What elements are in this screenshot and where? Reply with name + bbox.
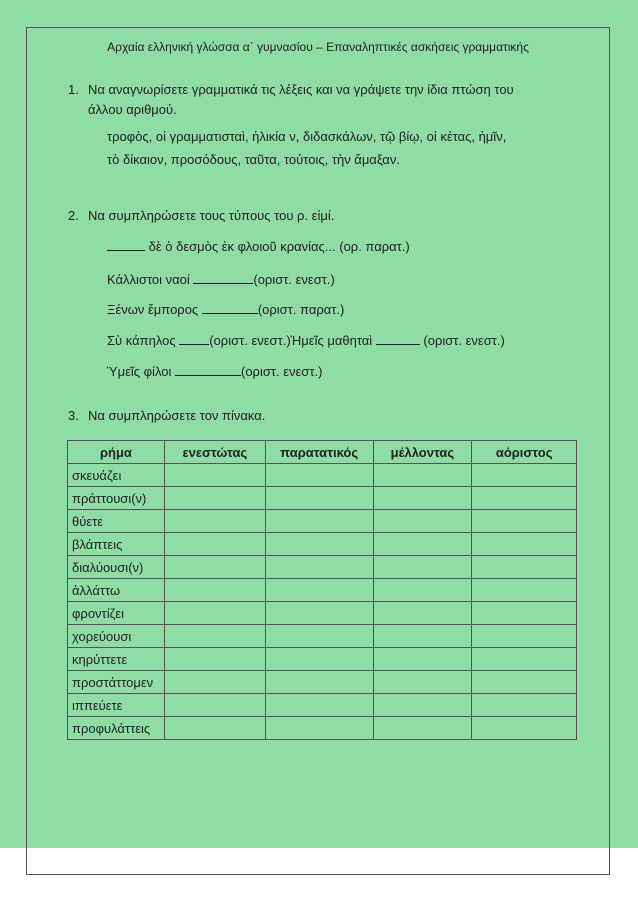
- exercise-number: 3.: [68, 408, 79, 423]
- answer-cell[interactable]: [472, 694, 577, 717]
- answer-cell[interactable]: [164, 533, 265, 556]
- sentence-text: Ξένων ἔμπορος: [107, 302, 202, 317]
- exercise-2-line-2: [107, 271, 335, 287]
- exercise-1: [68, 80, 514, 120]
- answer-cell[interactable]: [472, 579, 577, 602]
- answer-cell[interactable]: [472, 464, 577, 487]
- answer-cell[interactable]: [265, 533, 373, 556]
- answer-cell[interactable]: [164, 717, 265, 740]
- answer-cell[interactable]: [265, 579, 373, 602]
- answer-cell[interactable]: [472, 602, 577, 625]
- sentence-text: Κάλλιστοι ναοί: [107, 272, 194, 287]
- exercise-2: [68, 206, 335, 226]
- exercise-2-instruction: Να συμπληρώσετε τους τύπους του ρ. εἰμί.: [88, 208, 335, 223]
- answer-cell[interactable]: [265, 602, 373, 625]
- answer-cell[interactable]: [373, 602, 472, 625]
- verb-cell: σκευάζει: [68, 464, 165, 487]
- column-header: μέλλοντας: [373, 441, 472, 464]
- answer-cell[interactable]: [373, 579, 472, 602]
- answer-cell[interactable]: [373, 717, 472, 740]
- answer-cell[interactable]: [373, 510, 472, 533]
- sentence-text: δὲ ὁ δεσμὸς ἐκ φλοιοῦ κρανίας... (ορ. παρατ.): [145, 239, 410, 254]
- verb-cell: διαλύουσι(ν): [68, 556, 165, 579]
- verb-cell: ἀλλάττω: [68, 579, 165, 602]
- table-row: [68, 625, 577, 648]
- answer-cell[interactable]: [265, 648, 373, 671]
- answer-cell[interactable]: [265, 671, 373, 694]
- verb-cell: θύετε: [68, 510, 165, 533]
- exercise-number: 2.: [68, 208, 79, 223]
- table-header-row: [68, 441, 577, 464]
- table-row: [68, 602, 577, 625]
- verb-cell: βλάπτεις: [68, 533, 165, 556]
- answer-cell[interactable]: [164, 579, 265, 602]
- answer-blank[interactable]: [376, 332, 420, 345]
- verb-cell: προστάττομεν: [68, 671, 165, 694]
- verb-cell: χορεύουσι: [68, 625, 165, 648]
- sentence-text: (οριστ. ενεστ.)Ἡμεῖς μαθηταὶ: [209, 333, 376, 348]
- table-row: [68, 556, 577, 579]
- column-header: παρατατικός: [265, 441, 373, 464]
- answer-cell[interactable]: [472, 648, 577, 671]
- answer-cell[interactable]: [373, 533, 472, 556]
- exercise-2-line-3: [107, 301, 344, 317]
- answer-blank[interactable]: [202, 301, 258, 314]
- answer-cell[interactable]: [164, 648, 265, 671]
- table-row: [68, 579, 577, 602]
- answer-blank[interactable]: [179, 332, 209, 345]
- verb-cell: προφυλάττεις: [68, 717, 165, 740]
- answer-cell[interactable]: [373, 556, 472, 579]
- answer-cell[interactable]: [373, 648, 472, 671]
- table-row: [68, 487, 577, 510]
- answer-cell[interactable]: [265, 487, 373, 510]
- answer-cell[interactable]: [472, 487, 577, 510]
- answer-cell[interactable]: [373, 694, 472, 717]
- table-row: [68, 717, 577, 740]
- tense-hint: (οριστ. παρατ.): [257, 302, 345, 317]
- answer-cell[interactable]: [164, 602, 265, 625]
- verb-cell: πράττουσι(ν): [68, 487, 165, 510]
- exercise-1-words-line2: τὸ δίκαιον, προσόδους, ταῦτα, τούτοις, τὴν ἄμαξαν.: [107, 152, 400, 167]
- answer-cell[interactable]: [265, 625, 373, 648]
- exercise-1-instruction-line2: άλλου αριθμού.: [88, 102, 177, 117]
- column-header: ρήμα: [68, 441, 165, 464]
- page-header: Αρχαία ελληνική γλώσσα α΄ γυμνασίου – Επαναληπτικές ασκήσεις γραμματικής: [107, 40, 529, 54]
- exercise-number: 1.: [68, 82, 79, 97]
- verb-cell: φροντίζει: [68, 602, 165, 625]
- answer-blank[interactable]: [193, 271, 253, 284]
- answer-cell[interactable]: [265, 694, 373, 717]
- table-row: [68, 671, 577, 694]
- answer-cell[interactable]: [164, 625, 265, 648]
- answer-cell[interactable]: [164, 487, 265, 510]
- table-row: [68, 694, 577, 717]
- answer-cell[interactable]: [472, 625, 577, 648]
- answer-cell[interactable]: [472, 533, 577, 556]
- answer-cell[interactable]: [164, 464, 265, 487]
- column-header: ενεστώτας: [164, 441, 265, 464]
- answer-cell[interactable]: [373, 464, 472, 487]
- answer-cell[interactable]: [265, 464, 373, 487]
- answer-cell[interactable]: [265, 510, 373, 533]
- answer-cell[interactable]: [265, 717, 373, 740]
- exercise-1-instruction-line1: Να αναγνωρίσετε γραμματικά τις λέξεις και να γράψετε την ίδια πτώση του: [88, 82, 514, 97]
- answer-cell[interactable]: [472, 671, 577, 694]
- exercise-3-instruction: Να συμπληρώσετε τον πίνακα.: [88, 408, 266, 423]
- exercise-2-line-4: [107, 332, 505, 348]
- sentence-text: Σὺ κάπηλος: [107, 333, 180, 348]
- tense-hint: (οριστ. ενεστ.): [419, 333, 505, 348]
- exercise-2-line-5: [107, 363, 322, 379]
- verb-cell: ιππεύετε: [68, 694, 165, 717]
- answer-cell[interactable]: [373, 671, 472, 694]
- answer-blank[interactable]: [175, 363, 241, 376]
- exercise-1-words-line1: τροφὸς, οἱ γραμματισταὶ, ἡλικία ν, διδασκάλων, τῷ βίῳ, οἱ κέτας, ἡμῖν,: [107, 129, 507, 144]
- answer-cell[interactable]: [373, 625, 472, 648]
- answer-cell[interactable]: [472, 556, 577, 579]
- answer-cell[interactable]: [164, 556, 265, 579]
- table-row: [68, 464, 577, 487]
- answer-cell[interactable]: [472, 717, 577, 740]
- exercise-3: [68, 406, 266, 426]
- exercise-2-line-1: [107, 238, 410, 254]
- answer-cell[interactable]: [472, 510, 577, 533]
- answer-cell[interactable]: [373, 487, 472, 510]
- answer-cell[interactable]: [164, 510, 265, 533]
- table-body: [68, 464, 577, 740]
- column-header: αόριστος: [472, 441, 577, 464]
- answer-blank[interactable]: [107, 238, 145, 251]
- tense-hint: (οριστ. ενεστ.): [253, 272, 335, 287]
- conjugation-table: [67, 440, 577, 740]
- table-row: [68, 510, 577, 533]
- answer-cell[interactable]: [265, 556, 373, 579]
- sentence-text: Ὑμεῖς φίλοι: [107, 364, 175, 379]
- tense-hint: (οριστ. ενεστ.): [240, 364, 323, 379]
- verb-cell: κηρύττετε: [68, 648, 165, 671]
- answer-cell[interactable]: [164, 694, 265, 717]
- table-row: [68, 533, 577, 556]
- table-row: [68, 648, 577, 671]
- answer-cell[interactable]: [164, 671, 265, 694]
